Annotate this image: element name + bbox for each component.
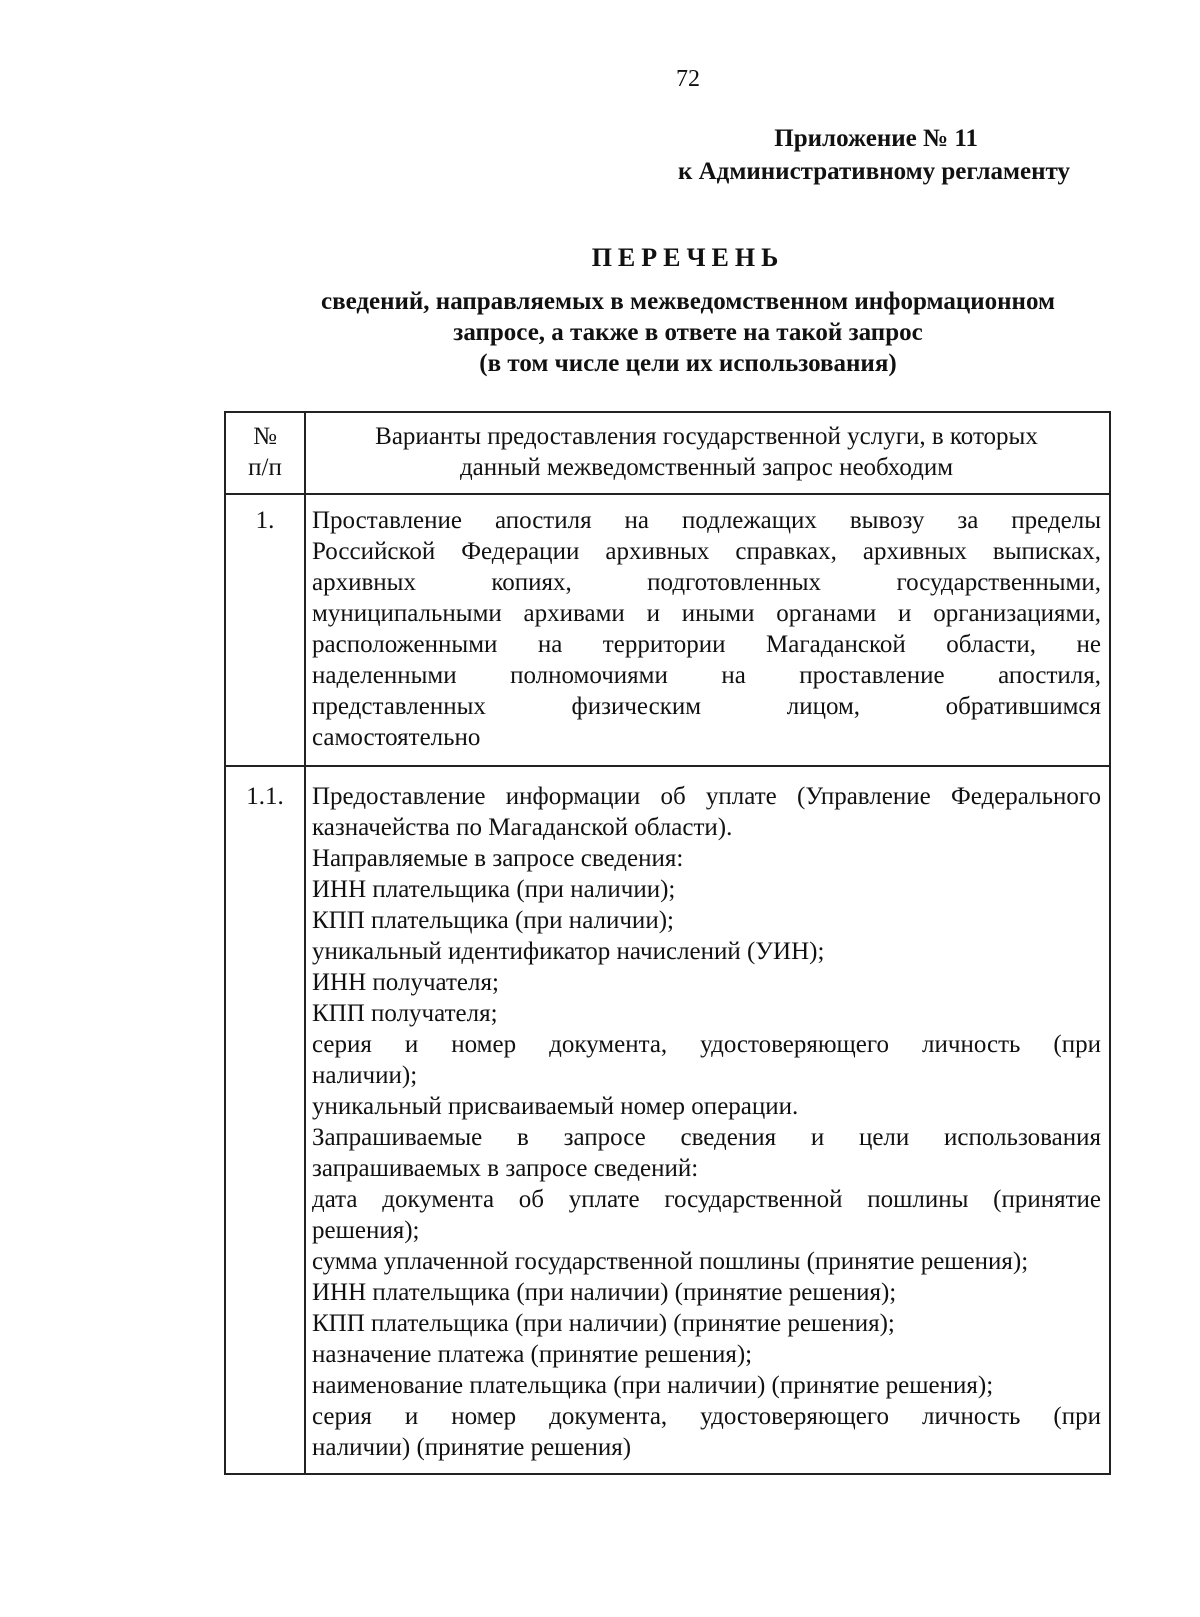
appendix-number: Приложение № 11 — [774, 125, 978, 152]
row-text-line: уникальный присваиваемый номер операции. — [312, 1093, 799, 1120]
row-number: 1. — [225, 494, 305, 766]
row-text-line: наделенными полномочиями на проставление апостиля, — [312, 662, 1101, 689]
appendix-reference: к Административному регламенту — [677, 158, 1070, 185]
table-header-row — [225, 412, 1110, 494]
row-text-line: запрашиваемых в запросе сведений: — [312, 1155, 699, 1182]
header-num-cell — [225, 412, 305, 494]
row-text-line: ИНН плательщика (при наличии); — [312, 876, 676, 903]
row-text-line: наличии); — [312, 1062, 418, 1089]
appendix-header — [678, 122, 1070, 188]
document-title: ПЕРЕЧЕНЬ — [591, 243, 785, 272]
header-content-line: данный межведомственный запрос необходим — [459, 454, 954, 481]
row-content — [305, 494, 1110, 766]
row-text-line: Запрашиваемые в запросе сведения и цели использования — [312, 1124, 1101, 1151]
row-text-line: Направляемые в запросе сведения: — [312, 845, 684, 872]
row-text-line: серия и номер документа, удостоверяющего личность (при — [312, 1403, 1101, 1430]
row-text-line: дата документа об уплате государственной пошлины (принятие — [312, 1186, 1101, 1213]
header-content-cell — [305, 412, 1110, 494]
subtitle-line: сведений, направляемых в межведомственном информационном — [320, 288, 1056, 315]
table-row — [225, 494, 1110, 766]
row-text-line: Российской Федерации архивных справках, архивных выписках, — [312, 538, 1101, 565]
row-number: 1.1. — [225, 766, 305, 1474]
row-text-line: наличии) (принятие решения) — [312, 1434, 632, 1461]
row-text-line: наименование плательщика (при наличии) (принятие решения); — [312, 1372, 994, 1399]
row-text-line: сумма уплаченной государственной пошлины (принятие решения); — [312, 1248, 1029, 1275]
row-text-line: КПП плательщика (при наличии) (принятие решения); — [312, 1310, 895, 1337]
row-text-line: Проставление апостиля на подлежащих вывозу за пределы — [312, 507, 1101, 534]
requests-table — [224, 411, 1111, 1475]
row-text-line: серия и номер документа, удостоверяющего личность (при — [312, 1031, 1101, 1058]
table-row — [225, 766, 1110, 1474]
row-content — [305, 766, 1110, 1474]
row-text-line: назначение платежа (принятие решения); — [312, 1341, 753, 1368]
row-text-line: КПП плательщика (при наличии); — [312, 907, 674, 934]
row-text-line: решения); — [312, 1217, 420, 1244]
row-text-line: муниципальными архивами и иными органами и организациями, — [312, 600, 1101, 627]
row-text-line: ИНН получателя; — [312, 969, 499, 996]
row-text-line: представленных физическим лицом, обратившимся — [312, 693, 1101, 720]
row-text-line: расположенными на территории Магаданской области, не — [312, 631, 1101, 658]
header-content-line: Варианты предоставления государственной услуги, в которых — [375, 423, 1038, 450]
subtitle-line: (в том числе цели их использования) — [479, 350, 897, 377]
row-text-line: самостоятельно — [312, 724, 481, 751]
header-num-symbol: № — [253, 423, 277, 450]
document-subtitle — [0, 286, 1200, 379]
row-text-line: казначейства по Магаданской области). — [312, 814, 733, 841]
row-text-line: ИНН плательщика (при наличии) (принятие решения); — [312, 1279, 897, 1306]
subtitle-line: запросе, а также в ответе на такой запрос — [453, 319, 923, 346]
row-text-line: КПП получателя; — [312, 1000, 498, 1027]
row-text-line: архивных копиях, подготовленных государственными, — [312, 569, 1101, 596]
page-number: 72 — [676, 66, 700, 92]
row-text-line: уникальный идентификатор начислений (УИН); — [312, 938, 825, 965]
header-num-abbr: п/п — [248, 454, 282, 481]
row-text-line: Предоставление информации об уплате (Управление Федерального — [312, 783, 1101, 810]
